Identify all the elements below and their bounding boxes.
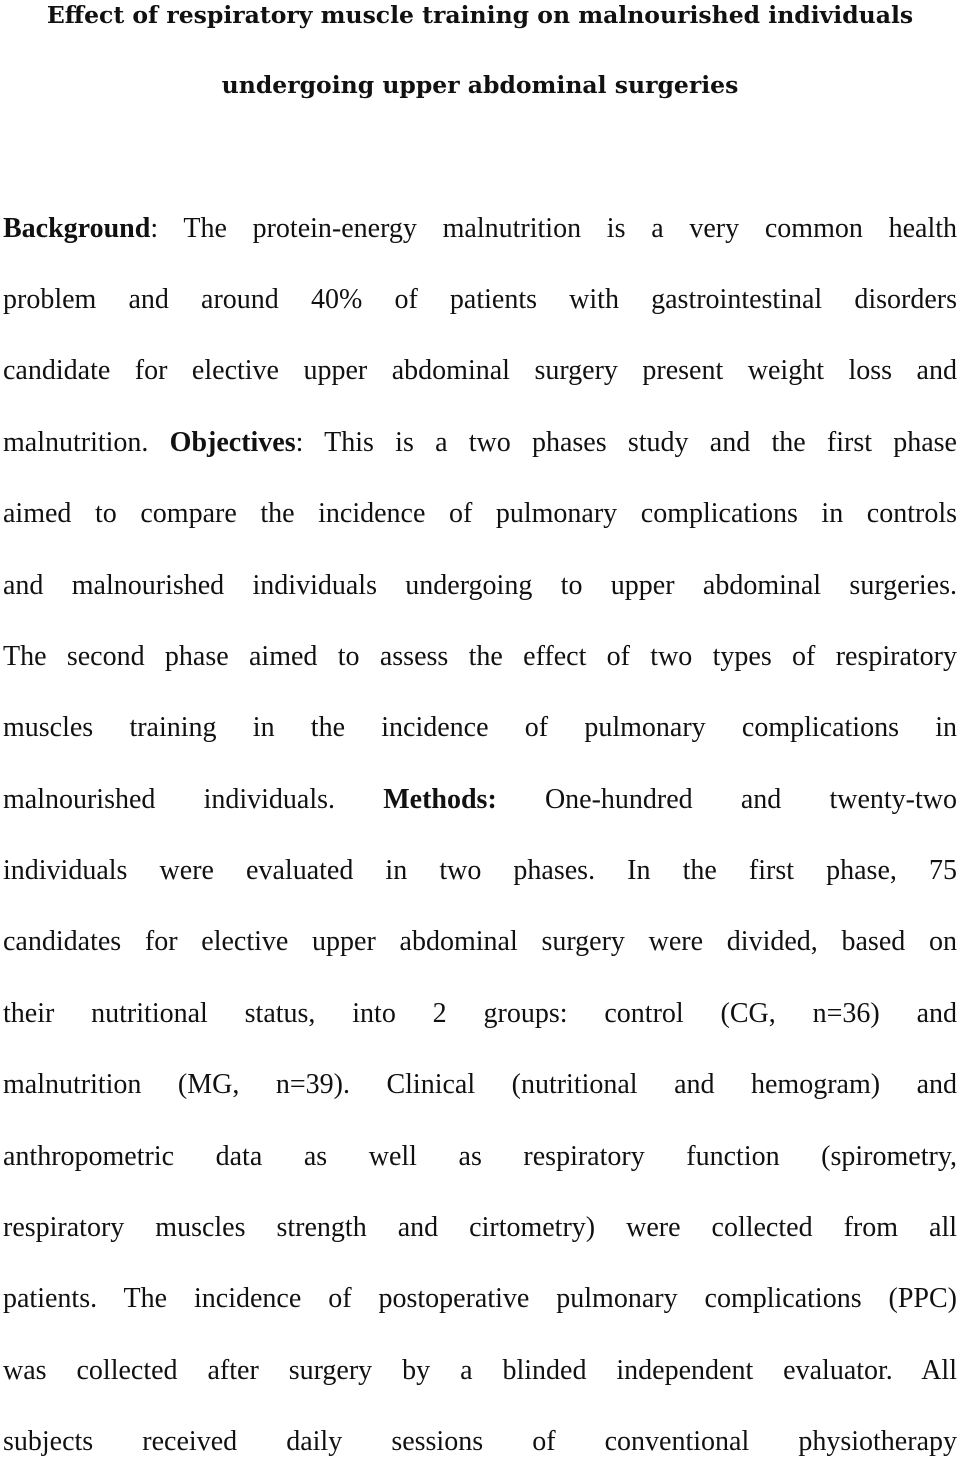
abstract-line: candidate for elective upper abdominal surgery present weight loss and [3,355,957,386]
title-line-1: Effect of respiratory muscle training on malnourished individuals [46,1,914,29]
abstract-line [3,214,957,244]
abstract-line: their nutritional status, into 2 groups: control (CG, n=36) and [3,998,957,1029]
abstract-text: malnutrition. [3,427,170,458]
abstract-line [3,428,957,458]
objectives-label: Objectives [169,427,296,458]
background-label: Background [3,213,151,244]
abstract-line: respiratory muscles strength and cirtometry) were collected from all [3,1212,957,1243]
abstract-text: malnourished individuals. [3,784,384,815]
abstract-line: anthropometric data as well as respiratory function (spirometry, [3,1141,957,1172]
abstract-line: was collected after surgery by a blinded independent evaluator. All [3,1355,957,1386]
abstract-line: and malnourished individuals undergoing to upper abdominal surgeries. [3,570,957,601]
abstract-line: muscles training in the incidence of pulmonary complications in [3,712,957,743]
title-line-2: undergoing upper abdominal surgeries [221,71,739,99]
abstract-text: One-hundred and twenty-two [496,784,957,815]
abstract-line: malnutrition (MG, n=39). Clinical (nutritional and hemogram) and [3,1069,957,1100]
abstract-line: The second phase aimed to assess the effect of two types of respiratory [3,641,957,672]
abstract-text: : This is a two phases study and the first phase [295,427,957,458]
methods-label: Methods: [383,784,497,815]
abstract-line: aimed to compare the incidence of pulmonary complications in controls [3,498,957,529]
abstract-text: : The protein-energy malnutrition is a very common health [150,213,957,244]
abstract-line: subjects received daily sessions of conventional physiotherapy [3,1426,957,1457]
abstract-line: problem and around 40% of patients with gastrointestinal disorders [3,284,957,315]
abstract-line: individuals were evaluated in two phases. In the first phase, 75 [3,855,957,886]
abstract-line: patients. The incidence of postoperative pulmonary complications (PPC) [3,1283,957,1314]
abstract-line [3,785,957,815]
abstract-line: candidates for elective upper abdominal surgery were divided, based on [3,926,957,957]
